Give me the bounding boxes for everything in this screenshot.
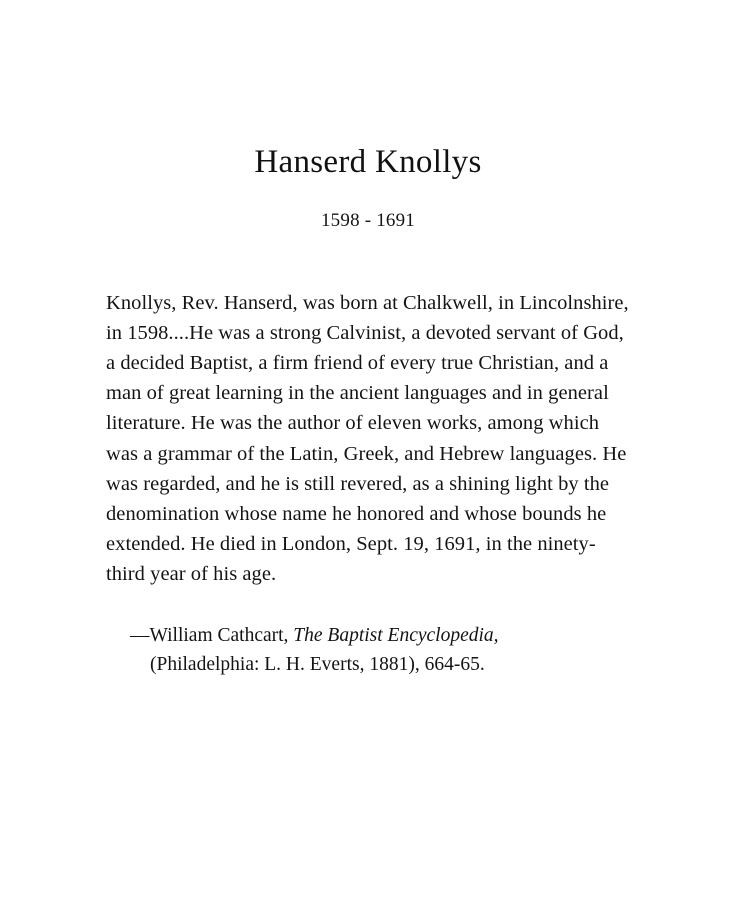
citation-author: —William Cathcart, xyxy=(130,624,294,646)
life-dates: 1598 - 1691 xyxy=(320,209,416,231)
citation-publication: (Philadelphia: L. H. Everts, 1881), 664-65. xyxy=(150,653,485,675)
biography-paragraph: Knollys, Rev. Hanserd, was born at Chalkwell, in Lincolnshire, in 1598....He was a strong Calvinist, a devoted servant of God, a decided Baptist, a firm friend of every true Christian, and a man of great learning in the ancient languages and in general literature. He was the author of eleven works, among which was a grammar of the Latin, Greek, and Hebrew languages. He was regarded, and he is still revered, as a shining light by the denomination whose name he honored and whose bounds he extended. He died in London, Sept. 19, 1691, in the ninety-third year of his age. xyxy=(106,291,629,586)
citation-work-title: The Baptist Encyclopedia, xyxy=(293,624,499,646)
page-title: Hanserd Knollys xyxy=(254,144,482,180)
citation-block xyxy=(106,590,630,679)
body-section xyxy=(0,232,736,679)
